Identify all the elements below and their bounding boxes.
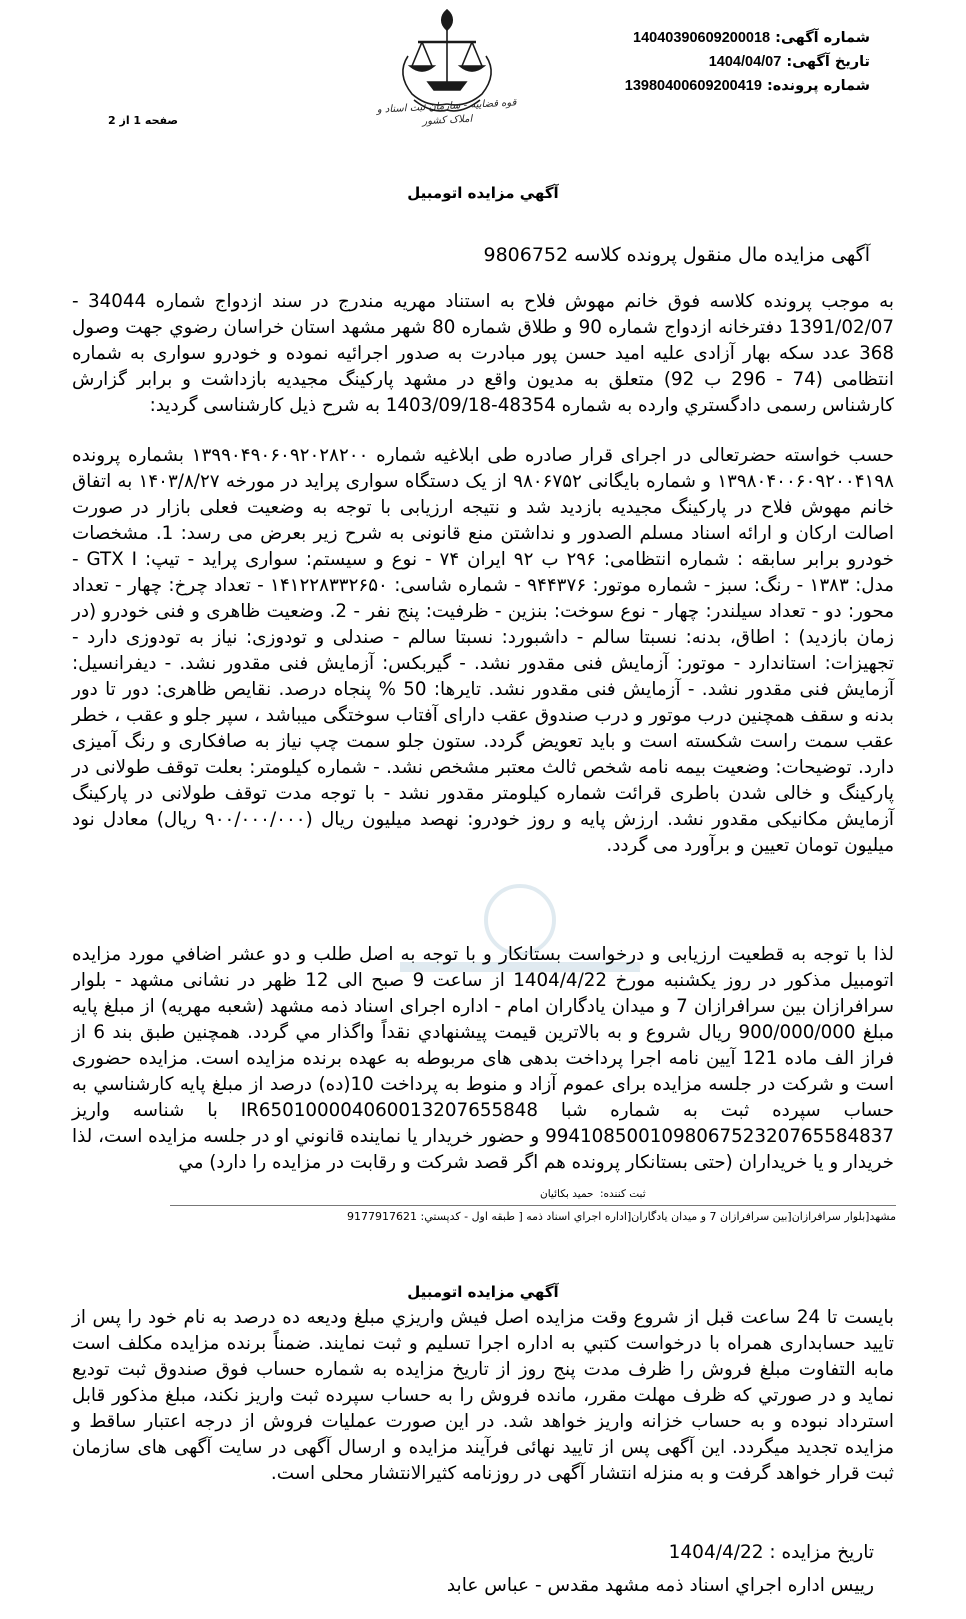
paragraph-payment-terms: بایست تا 24 ساعت قبل از شروع وقت مزايده اصل فيش واريزي مبلغ وديعه ده درصد به نام خود را پس از تاييد حسابداری همراه با درخواست کتبي به اداره اجرا تسليم و ثبت نمايند. ضمناً برنده مزايده مکلف است مابه التفاوت مبلغ فروش را ظرف مدت پنج روز از تاريخ مزايده به شماره حساب فوق صندوق ثبت توديع نمايد و در صورتي که ظرف مهلت مقرر، مانده فروش را به حساب سپرده ثبت واريز نکند، مبلغ مذکور قابل استرداد نبوده و به حساب خزانه واريز خواهد شد. در اين صورت عمليات فروش از درجه اعتبار ساقط و مزايده تجديد ميگردد. این آگهی پس از تایید نهائی فرآیند مزایده و ارسال آگهی در سایت آگهی های سازمان ثبت قرار خواهد گرفت و به منزله انتشار آگهی در روزنامه کثیرالانتشار محلی است. [72, 1307, 894, 1484]
notice-subtitle: آگهی مزایده مال منقول پرونده کلاسه 9806752 [483, 244, 870, 266]
case-number-label: شماره پرونده: [766, 78, 870, 94]
notice-metadata [625, 26, 870, 98]
case-number: 13980400609200419 [624, 78, 762, 94]
paragraph-expert-report: حسب خواسته حضرتعالی در اجرای قرار صادره طی ابلاغیه شماره ۱۳۹۹۰۴۹۰۶۰۹۲۰۲۸۲۰۰ بشماره پرونده ۱۳۹۸۰۴۰۰۶۰۹۲۰۰۴۱۹۸ و شماره بایگانی ۹۸۰۶۷۵۲ از یک دستگاه سواری پراید در مورخه ۱۴۰۳/۸/۲۷ به اتفاق خانم مهوش فلاح در پارکینگ مجیدیه بازدید شد و نتیجه ارزیابی با توجه به وضعیت فعلی بازار در صورت اصالت ارکان و ارائه اسناد مسلم الصدور و نداشتن منع قانونی به شرح زیر بعرض می رسد: 1. مشخصات خودرو برابر سابقه : شماره انتظامی: ۲۹۶ ب ۹۲ ایران ۷۴ - نوع و سیستم: سواری پراید - تیپ: GTX I - مدل: ۱۳۸۳ - رنگ: سبز - شماره موتور: ۹۴۴۳۷۶ - شماره شاسی: ۱۴۱۲۲۸۳۳۲۶۵۰ - تعداد چرخ: چهار - تعداد محور: دو - تعداد سیلندر: چهار - نوع سوخت: بنزین - ظرفیت: پنج نفر - 2. وضعیت ظاهری و فنی خودرو (در زمان بازدید) : اطاق، بدنه: نسبتا سالم - داشبورد: نسبتا سالم - صندلی و تودوزی: نیاز به تودوزی دارد - تجهیزات: استاندارد - موتور: آزمایش فنی مقدور نشد. - گیربکس: آزمایش فنی مقدور نشد. - دیفرانسیل: آزمایش فنی مقدور نشد. - آزمایش فنی مقدور نشد. تایرها: 50 % پنجاه درصد. نقایص ظاهری: دور تا دور بدنه و سقف همچنین درب موتور و درب صندوق عقب دارای آفتاب سوختگی میباشد ، سپر جلو و عقب ، خطر عقب سمت راست شکسته است و باید تعویض گردد. ستون جلو سمت چپ نیاز به صافکاری و رنگ آمیزی دارد. توضیحات: وضعیت بیمه نامه شخص ثالث معتبر مشخص نشد. - شماره کیلومتر: بعلت توقف طولانی در پارکینگ و خالی شدن باطری قرائت شماره کیلومتر مقدور نشد - با توجه مدت توقف طولانی در پارکینگ آزمایش مکانیکی مقدور نشد. ارزش پایه و روز خودرو: نهصد میلیون ریال (۹۰۰/۰۰۰/۰۰۰ ریال) معادل نود میلیون تومان تعیین و برآورد می گردد. [72, 445, 894, 856]
notice-number-label: شماره آگهی: [775, 30, 870, 46]
page-indicator: صفحه 1 از 2 [108, 114, 179, 127]
notice-date: 1404/04/07 [708, 54, 782, 70]
office-head-signature: رييس اداره اجراي اسناد ذمه مشهد مقدس - عباس عابد [446, 1575, 874, 1596]
paragraph-auction-terms: لذا با توجه به قطعیت ارزیابی و درخواست بستانکار و با توجه به اصل طلب و دو عشر اضافي مورد مزايده اتومبیل مذکور در روز یکشنبه مورخ 1404/4/22 از ساعت 9 صبح الی 12 ظهر در نشانی مشهد - بلوار سرافرازان بین سرافرازان 7 و میدان یادگاران امام - اداره اجرای اسناد ذمه مشهد (شعبه مهریه) از مبلغ پایه مبلغ 900/000/000 ریال شروع و به بالاترين قيمت پيشنهادي نقداً واگذار مي گردد. همچنین طبق بند 6 از فراز الف ماده 121 آیین نامه اجرا پرداخت بدهی های مربوطه به عهده برنده مزايده است. مزایده حضوری است و شرکت در جلسه مزايده برای عموم آزاد و منوط به پرداخت 10(ده) درصد از مبلغ پايه کارشناسي به حساب سپرده ثبت به شماره شبا IR650100004060013207655848 با شناسه واریز 994108500109806752320765584837 و حضور خريدار يا نماينده قانوني او در جلسه مزایده است، لذا خریدار و یا خریداران (حتی بستانکار پرونده هم اگر قصد شرکت و رقابت در مزایده را دارد) مي [72, 944, 895, 1173]
auction-date: تاریخ مزایده : 1404/4/22 [668, 1542, 874, 1563]
notice-number-row [625, 26, 870, 50]
page2-title: آگهي مزايده اتومبيل [407, 1283, 559, 1301]
office-address: مشهد[بلوار سرافرازان[بين سرافرازان 7 و ميدان يادگاران[اداره اجراي اسناد ذمه [ طبقه اول - کدپستي: 9177917621 [347, 1210, 896, 1223]
page-title: آگهي مزايده اتومبيل [407, 184, 559, 202]
case-number-row [625, 74, 870, 98]
notice-date-row [625, 50, 870, 74]
paragraph-case-background: به موجب پرونده کلاسه فوق خانم مهوش فلاح به استناد مهریه مندرج در سند ازدواج شماره 34044 - 1391/02/07 دفترخانه ازدواج شماره 90 و طلاق شماره 80 شهر مشهد استان خراسان رضوي جهت وصول 368 عدد سکه بهار آزادی علیه امید حسن پور مبادرت به صدور اجرائیه نموده و خودرو سواری به شماره انتظامی (74 - 296 ب 92) متعلق به مدیون واقع در مشهد پارکینگ مجیدیه بازداشت و برابر گزارش کارشناس رسمی دادگستري وارده به شماره 48354-1403/09/18 به شرح ذیل کارشناسی گردید: [72, 291, 895, 416]
notice-date-label: تاریخ آگهی: [786, 54, 870, 70]
notice-number: 14040390609200018 [633, 30, 771, 46]
signer-label: ثبت کننده: [600, 1188, 646, 1200]
signer-name: حمید بکائیان [540, 1188, 594, 1200]
emblem-caption: قوه قضاییه - سازمان ثبت اسناد و املاک کشور [376, 97, 517, 128]
footer-divider [170, 1205, 896, 1206]
